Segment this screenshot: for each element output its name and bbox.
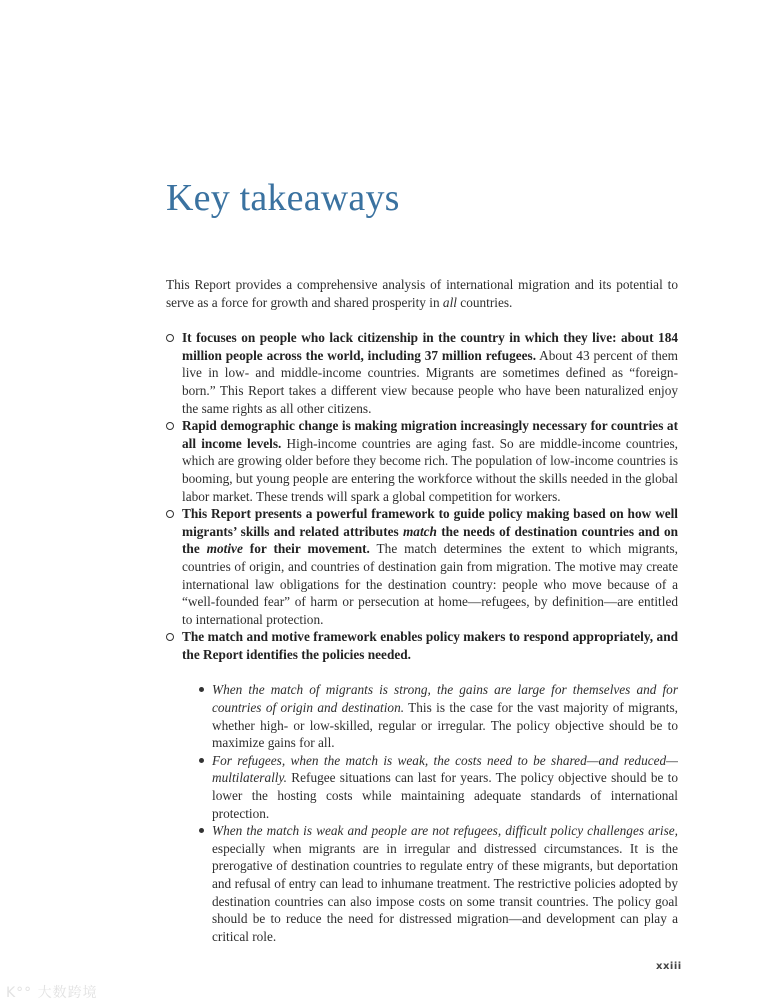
list-item: It focuses on people who lack citizenship in the country in which they live: about 184 million people across the world, including 37 million refugees. About 43 percent of them live in low- and middle-income countries. Migrants are sometimes defined as “foreign-born.” This Report takes a different view because people who have been naturalized enjoy the same rights as all other citizens. <box>166 329 678 417</box>
sub-list-item: When the match of migrants is strong, the gains are large for themselves and for countries of origin and destination. This is the case for the vast majority of migrants, whether high- or low-skilled, regular or irregular. The policy objective should be to maximize gains for all. <box>197 681 678 751</box>
dot-bullet-icon <box>199 687 204 692</box>
list-item: The match and motive framework enables policy makers to respond appropriately, and the Report identifies the policies needed. When the match of migrants is strong, the gains are large for themselves and for countries of origin and destination. This is the case for the vast majority of migrants, whether high- or low-skilled, regular or irregular. The policy objective should be to maximize gains for all. For refugees, when the match is weak, the costs need to be shared—and reduced—multilaterally. Refugee situations can last for years. The policy objective should be to lower the hosting costs while maintaining adequate standards of international protection. When the match is weak and people are not refugees, difficult policy challenges arise, especially when migrants are in irregular and distressed circumstances. It is the prerogative of destination countries to regulate entry of these migrants, but deportation and refusal of entry can lead to inhumane treatment. The restrictive policies adopted by destination countries can also impose costs on some transit countries. The policy goal should be to reduce the need for distressed migration—and development can play a critical role. <box>166 628 678 945</box>
dot-bullet-icon <box>199 758 204 763</box>
takeaways-list <box>166 329 678 945</box>
list-item: This Report presents a powerful framework to guide policy making based on how well migrants’ skills and related attributes match the needs of destination countries and on the motive for their movement. The match determines the extent to which migrants, countries of origin, and countries of destination gain from migration. The motive may create international law obligations for the destination country: people who move because of a “well-founded fear” of harm or persecution at home—refugees, by definition—are entitled to international protection. <box>166 505 678 628</box>
intro-paragraph: This Report provides a comprehensive analysis of international migration and its potential to serve as a force for growth and shared prosperity in all countries. <box>166 277 678 310</box>
dot-bullet-icon <box>199 828 204 833</box>
circle-bullet-icon <box>166 422 174 430</box>
sub-list-item: For refugees, when the match is weak, the costs need to be shared—and reduced—multilaterally. Refugee situations can last for years. The policy objective should be to lower the hosting costs while maintaining adequate standards of international protection. <box>197 752 678 822</box>
circle-bullet-icon <box>166 633 174 641</box>
circle-bullet-icon <box>166 510 174 518</box>
page-title: Key takeaways <box>166 177 400 219</box>
list-item: Rapid demographic change is making migration increasingly necessary for countries at all income levels. High-income countries are aging fast. So are middle-income countries, which are growing older before they become rich. The population of low-income countries is booming, but young people are entering the workforce without the skills needed in the global labor market. These trends will spark a global competition for workers. <box>166 417 678 505</box>
sub-list-item: When the match is weak and people are not refugees, difficult policy challenges arise, especially when migrants are in irregular and distressed circumstances. It is the prerogative of destination countries to regulate entry of these migrants, but deportation and refusal of entry can lead to inhumane treatment. The restrictive policies adopted by destination countries can also impose costs on some transit countries. The policy goal should be to reduce the need for distressed migration—and development can play a critical role. <box>197 822 678 945</box>
circle-bullet-icon <box>166 334 174 342</box>
policy-sublist <box>182 681 678 945</box>
page-number: xxiii <box>656 961 682 972</box>
takeaways-body <box>166 276 678 945</box>
watermark-logo: K°° 大数跨境 <box>6 985 98 1001</box>
